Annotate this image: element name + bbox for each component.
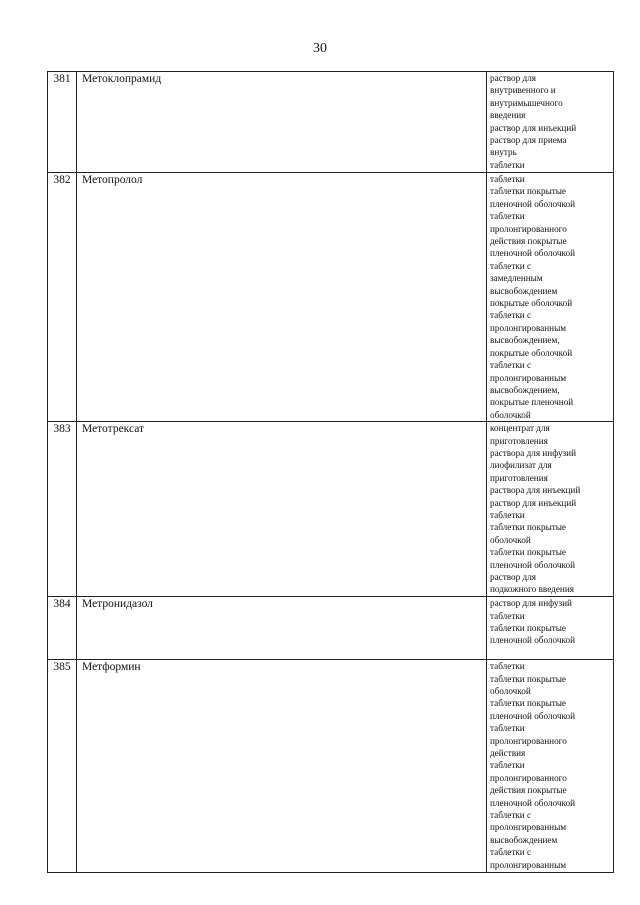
dosage-form-line: пленочной оболочкой — [490, 797, 576, 808]
dosage-form-line: внутрь — [490, 147, 517, 158]
dosage-form-line: таблетки покрытые — [490, 673, 567, 684]
dosage-form-line: раствор для инъекций — [490, 497, 577, 508]
dosage-form-line: таблетки — [490, 760, 525, 771]
dosage-form-line: таблетки покрытые — [490, 547, 567, 558]
dosage-form-line: высвобождением — [490, 285, 558, 296]
row-number: 382 — [48, 173, 77, 422]
row-number: 383 — [48, 422, 77, 597]
row-number: 381 — [48, 72, 77, 173]
dosage-form-line: раствор для — [490, 73, 537, 83]
dosage-form-line: действия покрытые — [490, 785, 567, 796]
dosage-form-line: высвобождением, — [490, 335, 560, 346]
dosage-form-line: действия покрытые — [490, 236, 567, 247]
dosage-form-line: таблетки с — [490, 360, 532, 371]
row-number: 385 — [48, 660, 77, 873]
dosage-forms-cell — [487, 422, 614, 597]
drug-name: Метотрексат — [77, 422, 487, 597]
dosage-form-line: лиофилизат для — [490, 460, 552, 471]
dosage-form-line: пролонгированного — [490, 772, 567, 783]
drug-name: Метформин — [77, 660, 487, 873]
dosage-form-line: покрытые оболочкой — [490, 347, 573, 358]
dosage-form-line: раствора для инъекций — [490, 485, 581, 496]
dosage-forms-cell — [487, 597, 614, 660]
dosage-forms-cell — [487, 173, 614, 422]
dosage-form-line: высвобождением — [490, 834, 558, 845]
dosage-form-line: таблетки — [490, 159, 525, 170]
dosage-form-line: приготовления — [490, 472, 548, 483]
dosage-form-line: раствор для инфузий — [490, 598, 572, 609]
dosage-form-line: пролонгированного — [490, 223, 567, 234]
dosage-form-line: оболочкой — [490, 409, 531, 420]
dosage-form-line: таблетки с — [490, 260, 532, 271]
table-row — [48, 660, 614, 873]
dosage-forms-cell — [487, 72, 614, 173]
dosage-form-line: действия — [490, 747, 526, 758]
dosage-form-line: замедленным — [490, 273, 543, 284]
dosage-form-line: оболочкой — [490, 534, 531, 545]
table-row — [48, 173, 614, 422]
table-row — [48, 597, 614, 660]
dosage-form-line: таблетки — [490, 174, 525, 184]
drug-table-body — [48, 72, 614, 873]
dosage-form-line: пленочной оболочкой — [490, 559, 576, 570]
row-number: 384 — [48, 597, 77, 660]
dosage-form-line: пролонгированным — [490, 322, 567, 333]
dosage-form-line: оболочкой — [490, 685, 531, 696]
dosage-form-line: внутримышечного — [490, 97, 563, 108]
dosage-form-line: приготовления — [490, 435, 548, 446]
page-number: 30 — [313, 41, 327, 56]
dosage-form-line: таблетки — [490, 661, 525, 672]
dosage-form-line: концентрат для — [490, 423, 550, 434]
dosage-form-line: таблетки с — [490, 810, 532, 820]
dosage-form-line: таблетки с — [490, 310, 532, 321]
dosage-form-line: покрытые оболочкой — [490, 298, 573, 309]
dosage-form-line: пролонгированным — [490, 372, 567, 383]
dosage-form-line: таблетки — [490, 723, 525, 734]
dosage-form-line: подкожного введения — [490, 584, 574, 595]
table-row — [48, 422, 614, 597]
dosage-form-line: таблетки с — [490, 847, 532, 858]
dosage-form-line: пролонгированным — [490, 822, 567, 833]
dosage-form-line: внутривенного и — [490, 85, 556, 96]
dosage-form-line: таблетки — [490, 509, 525, 520]
dosage-form-line: пленочной оболочкой — [490, 248, 576, 259]
dosage-form-line: пролонгированным — [490, 859, 567, 870]
dosage-form-line: таблетки — [490, 211, 525, 222]
drug-table — [47, 71, 614, 873]
table-row — [48, 72, 614, 173]
dosage-form-line: раствор для инъекций — [490, 122, 577, 133]
dosage-form-line: пролонгированного — [490, 735, 567, 746]
dosage-form-line: таблетки покрытые — [490, 622, 567, 633]
dosage-form-line: пленочной оболочкой — [490, 710, 576, 721]
dosage-form-line: покрытые пленочной — [490, 397, 574, 408]
dosage-form-line: введения — [490, 110, 526, 121]
dosage-form-line: раствор для приема — [490, 135, 567, 146]
dosage-form-line: таблетки покрытые — [490, 698, 567, 709]
dosage-form-line: пленочной оболочкой — [490, 635, 576, 646]
dosage-form-line: высвобождением, — [490, 384, 560, 395]
dosage-form-line: таблетки покрытые — [490, 522, 567, 533]
drug-name: Метронидазол — [77, 597, 487, 660]
dosage-form-line: пленочной оболочкой — [490, 198, 576, 209]
drug-name: Метопролол — [77, 173, 487, 422]
dosage-form-line: таблетки покрытые — [490, 186, 567, 197]
drug-name: Метоклопрамид — [77, 72, 487, 173]
dosage-form-line: таблетки — [490, 610, 525, 621]
dosage-form-line: раствора для инфузий — [490, 447, 576, 458]
dosage-forms-cell — [487, 660, 614, 873]
dosage-form-line: раствор для — [490, 572, 537, 582]
